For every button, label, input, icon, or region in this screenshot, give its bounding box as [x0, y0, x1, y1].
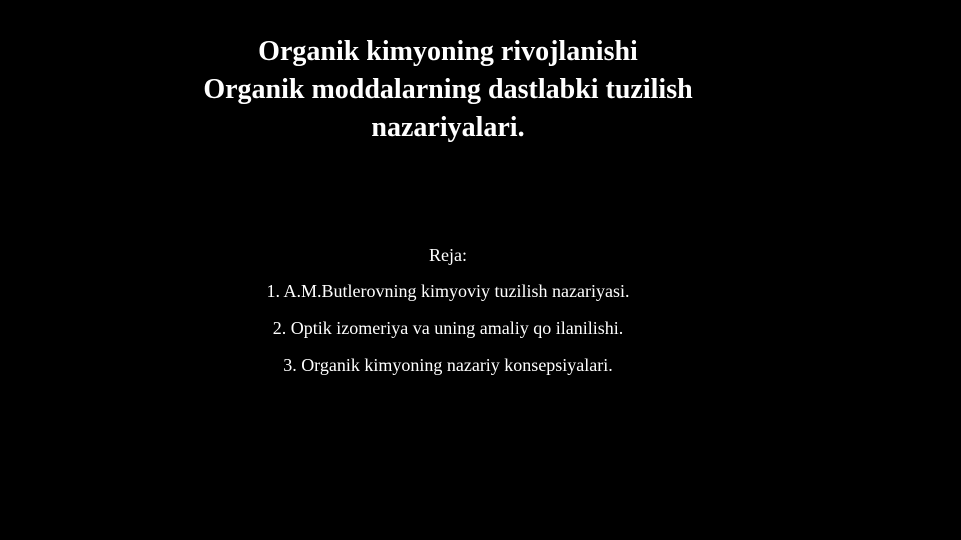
plan-item-1: 1. A.M.Butlerovning kimyoviy tuzilish nazariyasi.	[266, 281, 630, 301]
plan-list	[147, 276, 749, 380]
slide-title	[120, 33, 776, 147]
plan-item-3: 3. Organik kimyoning nazariy konsepsiyalari.	[283, 355, 613, 375]
title-line-2: Organik moddalarning dastlabki tuzilish	[203, 74, 693, 105]
plan-section	[147, 240, 749, 387]
title-line-3: nazariyalari.	[371, 112, 525, 143]
title-line-1: Organik kimyoning rivojlanishi	[258, 36, 638, 67]
plan-heading: Reja:	[429, 245, 467, 265]
plan-item-2: 2. Optik izomeriya va uning amaliy qo ilanilishi.	[272, 318, 624, 338]
